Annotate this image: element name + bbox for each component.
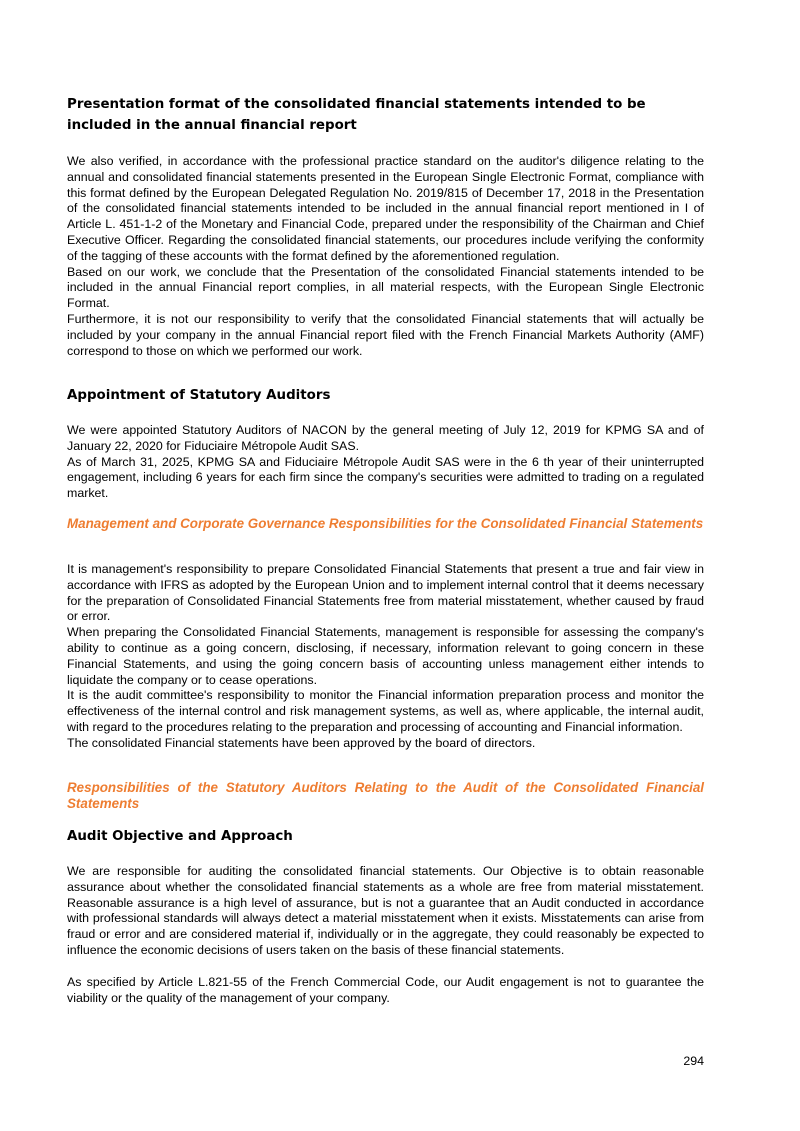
paragraph: As specified by Article L.821-55 of the French Commercial Code, our Audit engagement is not to guarantee the viability or the quality of the management of your company. <box>67 974 704 1005</box>
section-heading-audit-objective: Audit Objective and Approach <box>67 829 293 844</box>
section-heading-presentation-format: Presentation format of the consolidated financial statements intended to be included in the annual financial report <box>67 97 646 133</box>
paragraph: Furthermore, it is not our responsibility to verify that the consolidated Financial statements that will actually be included by your company in the annual Financial report filed with the French Financial Markets Authority (AMF) correspond to those on which we performed our work. <box>67 311 704 358</box>
section-body-presentation-format <box>67 154 704 359</box>
section-heading-management-responsibilities: Management and Corporate Governance Responsibilities for the Consolidated Financial Statements <box>67 516 704 531</box>
paragraph: The consolidated Financial statements have been approved by the board of directors. <box>67 735 536 750</box>
paragraph: We were appointed Statutory Auditors of NACON by the general meeting of July 12, 2019 for KPMG SA and of January 22, 2020 for Fiduciaire Métropole Audit SAS. <box>67 423 704 453</box>
paragraph: As of March 31, 2025, KPMG SA and Fiduciaire Métropole Audit SAS were in the 6 th year of their uninterrupted engagement, including 6 years for each firm since the company's securities were admitted to trading on a regulated market. <box>67 454 704 501</box>
section-heading-appointment: Appointment of Statutory Auditors <box>67 388 331 403</box>
section-body-management-responsibilities <box>67 562 704 752</box>
page-number: 294 <box>683 1054 704 1068</box>
paragraph: Based on our work, we conclude that the Presentation of the consolidated Financial statements intended to be included in the annual Financial report complies, in all material respects, with the European Single Electronic Format. <box>67 264 704 311</box>
paragraph: We also verified, in accordance with the professional practice standard on the auditor's diligence relating to the annual and consolidated financial statements presented in the European Single Electronic Format, compliance with this format defined by the European Delegated Regulation No. 2019/815 of December 17, 2018 in the Presentation of the consolidated financial statements intended to be included in the annual financial report mentioned in I of Article L. 451-1-2 of the Monetary and Financial Code, prepared under the responsibility of the Chairman and Chief Executive Officer. Regarding the consolidated financial statements, our procedures include verifying the conformity of the tagging of these accounts with the format defined by the aforementioned regulation. <box>67 154 704 263</box>
section-body-audit-objective <box>67 864 704 1006</box>
paragraph: We are responsible for auditing the consolidated financial statements. Our Objective is to obtain reasonable assurance about whether the consolidated financial statements as a whole are free from material misstatement. Reasonable assurance is a high level of assurance, but is not a guarantee that an Audit conducted in accordance with professional standards will always detect a material misstatement when it exists. Misstatements can arise from fraud or error and are considered material if, individually or in the aggregate, they could reasonably be expected to influence the economic decisions of users taken on the basis of these financial statements. <box>67 864 704 957</box>
paragraph: When preparing the Consolidated Financial Statements, management is responsible for assessing the company's ability to continue as a going concern, disclosing, if necessary, information relevant to going concern in these Financial Statements, and using the going concern basis of accounting unless management either intends to liquidate the company or to cease operations. <box>67 625 704 687</box>
section-body-appointment <box>67 423 704 502</box>
paragraph: It is management's responsibility to prepare Consolidated Financial Statements that present a true and fair view in accordance with IFRS as adopted by the European Union and to implement internal control that it deems necessary for the preparation of Consolidated Financial Statements free from material misstatement, whether caused by fraud or error. <box>67 562 704 624</box>
section-heading-auditor-responsibilities: Responsibilities of the Statutory Auditors Relating to the Audit of the Consolidated Financial Statements <box>67 780 704 811</box>
paragraph: It is the audit committee's responsibility to monitor the Financial information preparation process and monitor the effectiveness of the internal control and risk management systems, as well as, where applicable, the internal audit, with regard to the procedures relating to the preparation and processing of accounting and Financial information. <box>67 688 704 734</box>
